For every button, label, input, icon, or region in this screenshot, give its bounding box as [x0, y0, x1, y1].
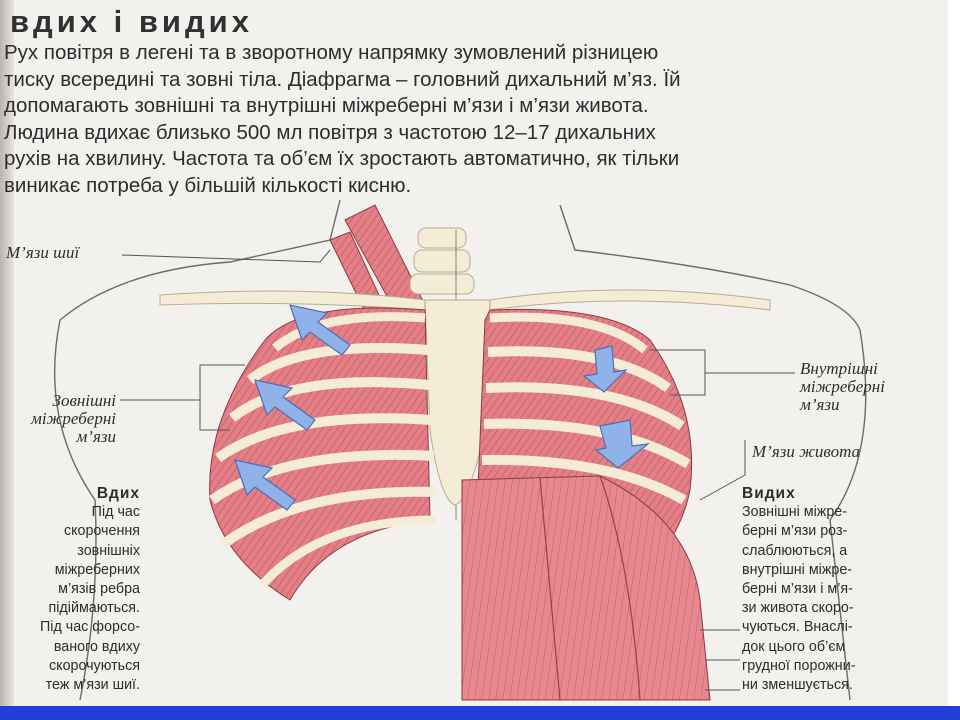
label-line: Зовнішні [52, 391, 116, 410]
caption-line: Під час форсо- [40, 619, 140, 636]
caption-line: слаблюються, а [742, 542, 848, 559]
caption-line: скорочуються [49, 657, 140, 674]
label-line: м’язи [800, 395, 840, 414]
label-neck-muscles: М’язи шиї [6, 243, 80, 262]
caption-line: чуються. Внаслі- [742, 619, 853, 636]
intro-paragraph [4, 40, 934, 200]
label-line: м’язи [76, 427, 116, 446]
slide-bottom-bar [0, 706, 960, 720]
intro-line: виникає потреба у більшій кількості кисню. [4, 173, 412, 197]
caption-line: берні м’язи і м’я- [742, 581, 853, 598]
caption-line: скорочення [63, 523, 140, 540]
right-clavicle [490, 290, 770, 310]
caption-line: теж м’язи шиї. [45, 677, 140, 694]
intro-line: допомагають зовнішні та внутрішні міжреберні м’язи і м’язи живота. [4, 94, 649, 118]
label-external-intercostal [6, 392, 116, 446]
exhale-title: Видих [742, 485, 796, 502]
caption-line: Зовнішні міжре- [742, 504, 847, 521]
inhale-title: Вдих [96, 485, 140, 502]
left-ribcage [210, 308, 436, 600]
label-internal-intercostal [800, 360, 885, 414]
inhale-caption [40, 484, 140, 695]
caption-line: підіймаються. [48, 600, 140, 617]
caption-line: ни зменшується. [742, 677, 853, 694]
caption-line: зи живота скоро- [742, 600, 854, 617]
page-heading: вдих і видих [10, 4, 253, 39]
label-line: Внутрішні [800, 359, 878, 378]
exhale-caption [742, 484, 855, 695]
caption-line: м’язів ребра [58, 581, 140, 598]
caption-line: док цього об’єм [742, 638, 846, 655]
caption-line: грудної порожни- [742, 657, 856, 674]
label-line: міжреберні [31, 409, 116, 428]
caption-line: зовнішніх [77, 542, 140, 559]
label-abdominal-muscles: М’язи живота [752, 442, 861, 461]
intro-line: Рух повітря в легені та в зворотному напрямку зумовлений різницею [4, 41, 659, 64]
slide-margin [948, 0, 960, 706]
label-line: міжреберні [800, 377, 885, 396]
intro-line: рухів на хвилину. Частота та об’єм їх зростають автоматично, як тільки [4, 147, 680, 171]
caption-line: Під час [91, 504, 140, 521]
caption-line: ваного вдиху [53, 638, 140, 655]
caption-line: берні м’язи роз- [742, 523, 848, 540]
caption-line: внутрішні міжре- [742, 561, 853, 578]
intro-line: Людина вдихає близько 500 мл повітря з частотою 12–17 дихальних [4, 120, 656, 144]
caption-line: міжреберних [54, 561, 140, 578]
intro-line: тиску всередині та зовні тіла. Діафрагма – головний дихальний м’яз. Їй [4, 67, 681, 91]
